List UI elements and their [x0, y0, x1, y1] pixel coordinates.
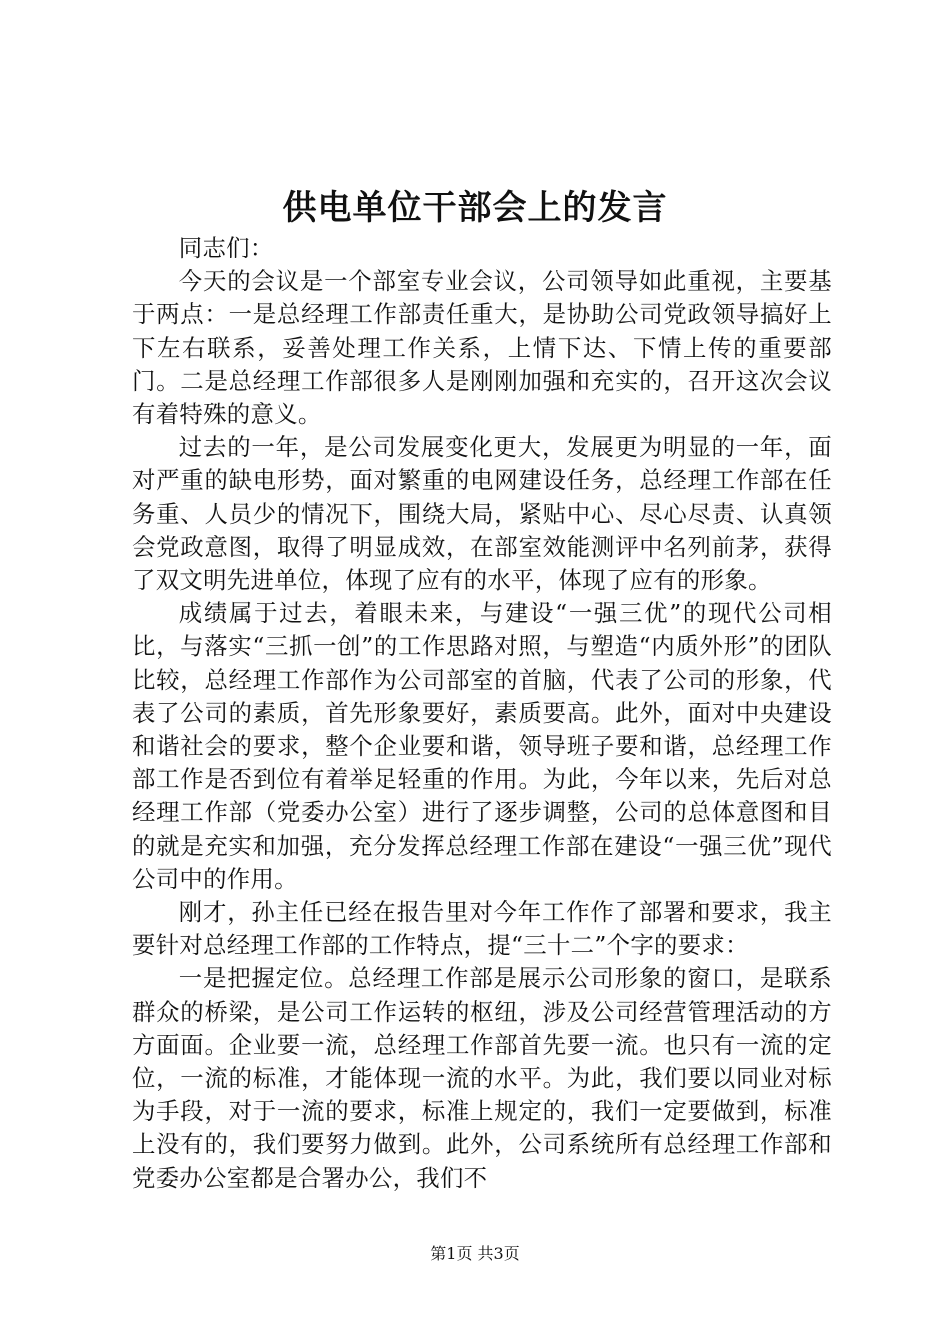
- document-title: 供电单位干部会上的发言: [282, 188, 668, 228]
- paragraph: 成绩属于过去，着眼未来，与建设“一强三优”的现代公司相比，与落实“三抓一创”的工作思路对照，与塑造“内质外形”的团队比较，总经理工作部作为公司部室的首脑，代表了公司的形象，代表了公司的素质，首先形象要好，素质要高。此外，面对中央建设和谐社会的要求，整个企业要和谐，领导班子要和谐，总经理工作部工作是否到位有着举足轻重的作用。为此，今年以来，先后对总经理工作部（党委办公室）进行了逐步调整，公司的总体意图和目的就是充实和加强，充分发挥总经理工作部在建设“一强三优”现代公司中的作用。: [132, 599, 832, 893]
- document-body: [132, 232, 832, 1195]
- paragraph: 刚才，孙主任已经在报告里对今年工作作了部署和要求，我主要针对总经理工作部的工作特点，提“三十二”个字的要求：: [132, 898, 832, 960]
- page-number-footer: 第1页 共3页: [430, 1244, 520, 1263]
- salutation: 同志们：: [178, 234, 274, 262]
- paragraph: 一是把握定位。总经理工作部是展示公司形象的窗口，是联系群众的桥梁，是公司工作运转的枢纽，涉及公司经营管理活动的方方面面。企业要一流，总经理工作部首先要一流。也只有一流的定位，一流的标准，才能体现一流的水平。为此，我们要以同业对标为手段，对于一流的要求，标准上规定的，我们一定要做到，标准上没有的，我们要努力做到。此外，公司系统所有总经理工作部和党委办公室都是合署办公，我们不: [132, 964, 832, 1192]
- paragraph: 今天的会议是一个部室专业会议，公司领导如此重视，主要基于两点：一是总经理工作部责任重大，是协助公司党政领导搞好上下左右联系，妥善处理工作关系，上情下达、下情上传的重要部门。二是总经理工作部很多人是刚刚加强和充实的，召开这次会议有着特殊的意义。: [132, 267, 832, 429]
- paragraph: 过去的一年，是公司发展变化更大，发展更为明显的一年，面对严重的缺电形势，面对繁重的电网建设任务，总经理工作部在任务重、人员少的情况下，围绕大局，紧贴中心、尽心尽责、认真领会党政意图，取得了明显成效，在部室效能测评中名列前茅，获得了双文明先进单位，体现了应有的水平，体现了应有的形象。: [132, 433, 832, 595]
